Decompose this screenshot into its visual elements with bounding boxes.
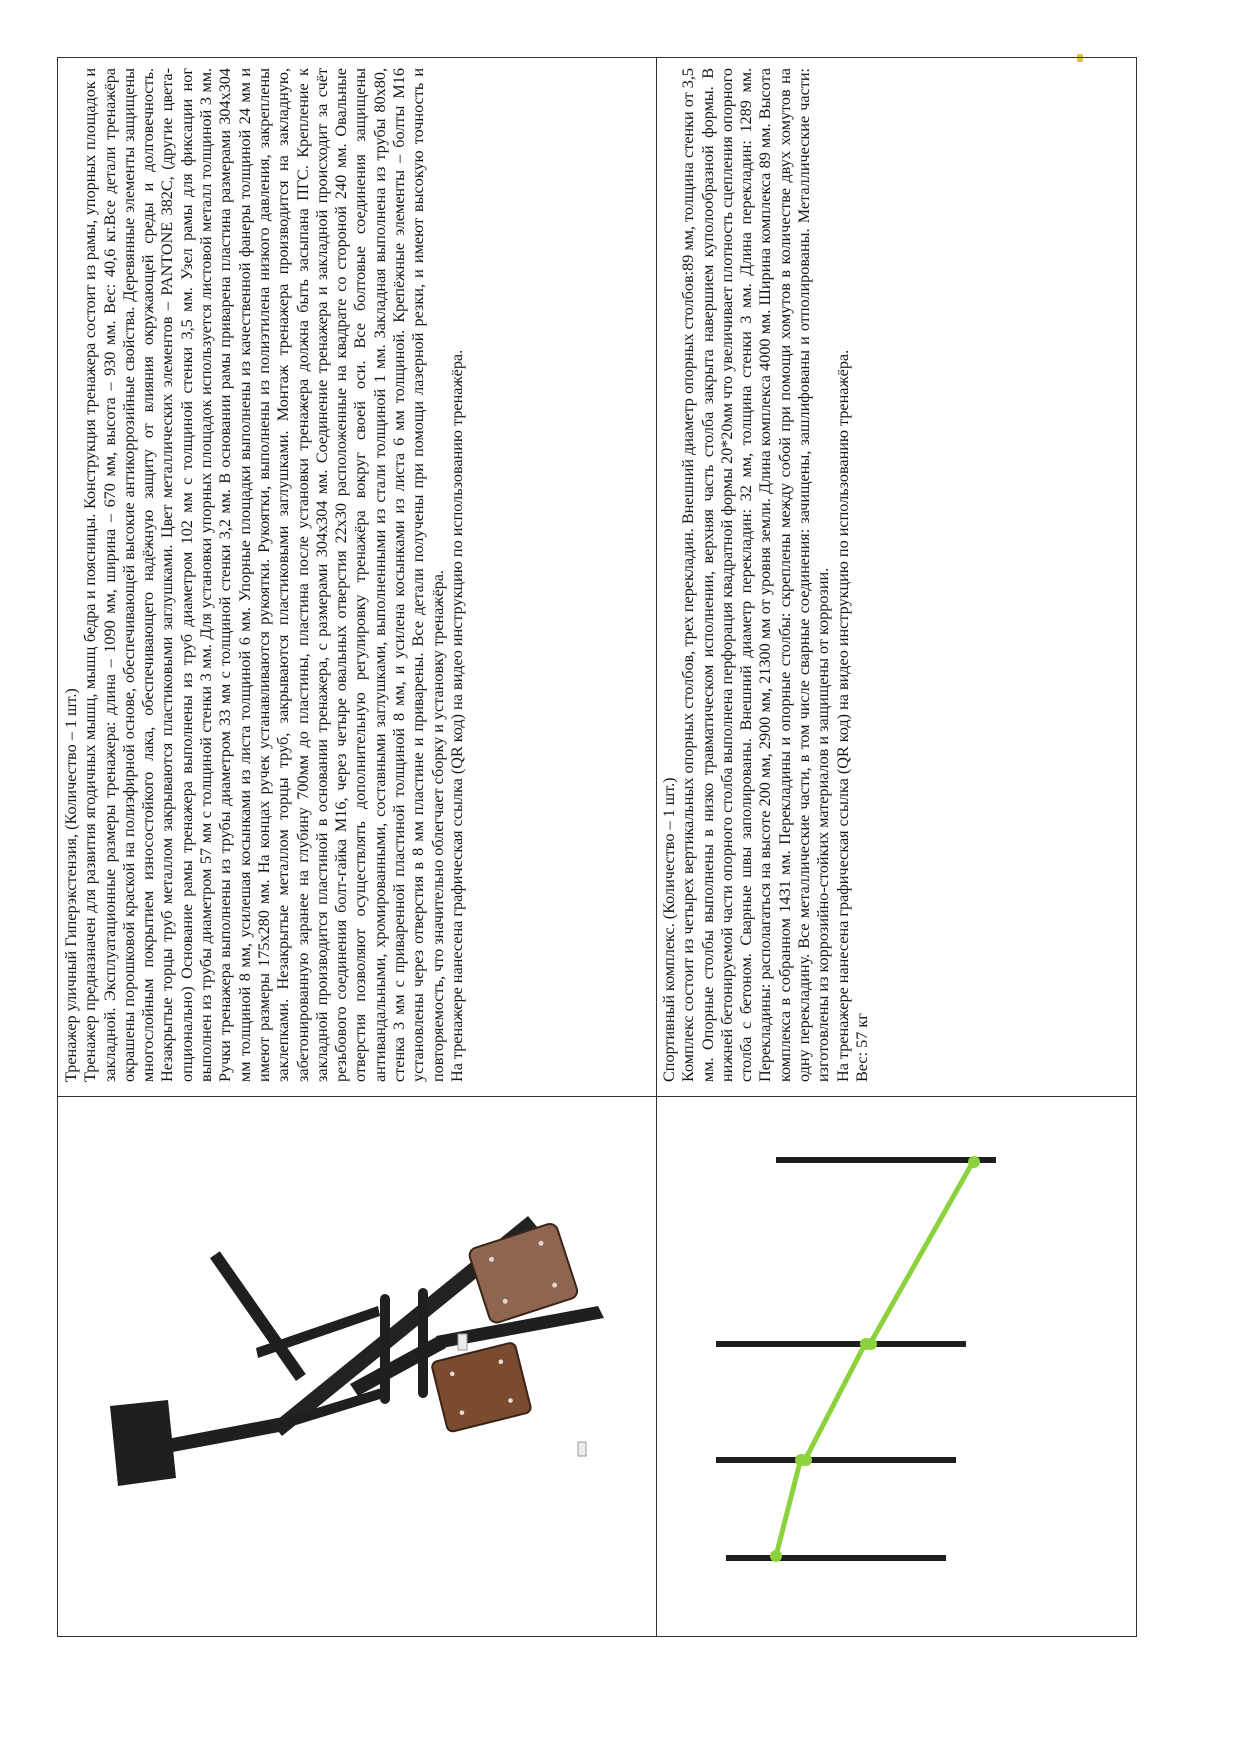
sport-complex-illustration [656,1096,1136,1636]
product-image-cell [58,1096,656,1636]
product-qr-note: На тренажере нанесена графическая ссылка (QR код) на видео инструкцию по использованию тренажёра. [447,349,466,1082]
product-title: Тренажер уличный Гиперэкстензия, (Количество – 1 шт.) [62,688,80,1082]
table-row [58,58,657,1636]
product-description-paragraph: Тренажер предназначен для развития ягодичных мышц, мышц бедра и поясницы. Конструкция тренажера состоит из рамы, упорных площадок и закладной. Эксплуатационные размеры тренажера: длина – 1090 мм, ширина – 670 мм, высота – 930 мм. Вес: 40,6 кг.Все детали тренажёра окрашены порошковой краской на полиэфирной основе, обеспечивающей высокие антикоррозийные свойства. Деревянные элементы защищены многослойным покрытием износостойкого лака, обеспечивающего надёжную защиту от влияния окружающей среды и долговечность. Незакрытые торцы труб металлом закрываются пластиковыми заглушками. Цвет металлических элементов – PANTONE 382C, (другие цвета-опционально) Основание рамы тренажера выполнены из труб диаметром 102 мм с толщиной стенки 3,5 мм. Узел рамы для фиксации ног выполнен из трубы диаметром 57 мм с толщиной стенки 3 мм. Для установки упорных площадок используется листовой металл толщиной 3 мм. Ручки тренажера выполнены из трубы диаметром 33 мм с толщиной стенки 3,2 мм. В основании рамы приварена пластина размерами 304x304 мм толщиной 8 мм, усилешая косынками из листа толщиной 6 мм. Упорные площадки выполнены из качественной фанеры толщиной 24 мм и имеют размеры 175x280 мм. На концах ручек устанавливаются рукоятки. Рукоятки, выполнены из полиэтилена низкого давления, закреплены заклепками. Незакрытые металлом торцы труб, закрываются пластиковыми заглушками. Монтаж тренажера производится на закладную, забетонированную заранее на глубину 700мм до пластины, пластина после установки тренажера должна быть засыпана ПГС. Крепление к закладной производится пластиной в основании тренажера, с размерами 304x304 мм. Соединение тренажера и закладной происходит за счёт резьбового соединения болт-гайка М16, через четыре овальных отверстия 22x30 расположенные на квадрате со стороной 240 мм. Овальные отверстия позволяют осуществлять дополнительную регулировку тренажёра вокруг своей оси. Все болтовые соединения защищены антивандальными, хромированными, составными заглушками, выполненными из стали толщиной 1 мм. Закладная выполнена из трубы 80x80, стенка 3 мм с приваренной пластиной толщиной 8 мм, и усилена косынками из листа 6 мм толщиной. Крепёжные элементы – болты М16 установлены через отверстия в 8 мм пластине и приварены. Все детали получены при помощи лазерной резки, и имеют высокую точность и повторяемость, что значительно облегчает сборку и установку тренажёра. [81,68,447,1082]
product-description-paragraph: Комплекс состоит из четырех вертикальных опорных столбов, трех перекладин. Внешний диаметр опорных столбов:89 мм, толщина стенки от 3,5 мм. Опорные столбы выполнены в низко травматическом исполнении, верхняя часть столба закрыта навершием куполообразной формы. В нижней бетонируемой части опорного столба выполнена перфорация квадратной формы 20*20мм что увеличивает плотность сцепления опорного столба с бетоном. Сварные швы заполированы. Внешний диаметр перекладин: 32 мм, толщина стенки 3 мм. Длина перекладин: 1289 мм. Перекладины: располагаться на высоте 200 мм, 2900 мм, 21300 мм от уровня земли. Длина комплекса 4000 мм. Ширина комплекса 89 мм. Высота комплекса в собранном 1431 мм. Перекладины и опорные столбы: скреплены между собой при помощи хомутов в количестве двух хомутов на одну перекладину. Все металлические части, в том числе сварные соединения: зачищены, зашлифованы и отполированы. Металлические части: изготовлены из коррозийно-стойких материалов и защищены от коррозии. [679,68,833,1082]
rotated-landscape-page [57,57,1157,1637]
product-image-cell [656,1096,1136,1636]
product-description-cell [58,58,656,1094]
product-qr-note: На тренажере нанесена графическая ссылка (QR код) на видео инструкцию по использованию тренажёра. [833,349,852,1082]
table-row [656,58,1136,1636]
product-description-cell [656,58,1136,1094]
hyperextension-illustration [58,1096,656,1636]
specification-table [57,57,1137,1637]
product-weight: Вес: 57 кг [852,1013,871,1082]
product-title: Спортивный комплекс. (Количество – 1 шт.) [660,777,678,1082]
